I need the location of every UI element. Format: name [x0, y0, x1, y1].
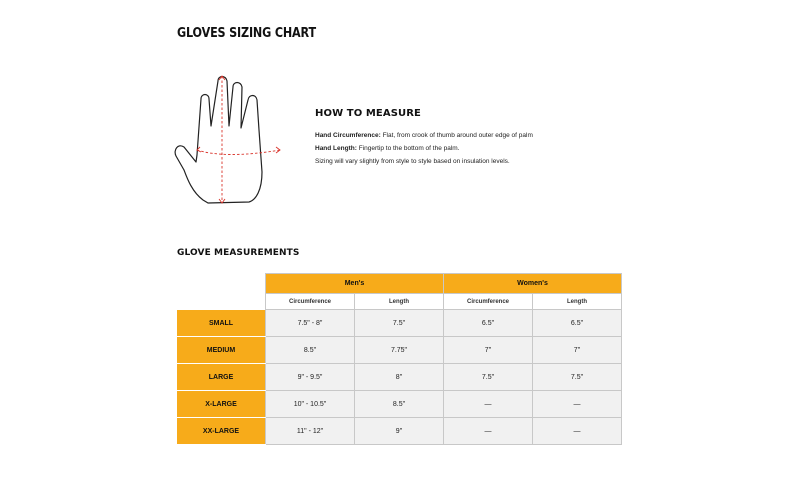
subheader-mens-length: Length [355, 294, 444, 310]
table-row [177, 391, 622, 418]
length-label: Hand Length: [315, 145, 357, 152]
subheader-row [177, 294, 622, 310]
table-cell: — [444, 391, 533, 418]
table-cell: 7.5" [444, 364, 533, 391]
length-instruction [315, 142, 635, 155]
circumference-label: Hand Circumference: [315, 132, 381, 139]
hand-illustration [170, 70, 290, 210]
how-to-measure-heading: HOW TO MEASURE [315, 108, 421, 119]
size-label: MEDIUM [177, 337, 266, 364]
table-cell: 7.5" [533, 364, 622, 391]
table-cell: — [533, 391, 622, 418]
table-corner [177, 294, 266, 310]
glove-measurements-table [177, 273, 622, 445]
size-label: X-LARGE [177, 391, 266, 418]
table-cell: — [444, 418, 533, 445]
table-cell: 8" [355, 364, 444, 391]
subheader-womens-circumference: Circumference [444, 294, 533, 310]
table-cell: 8.5" [355, 391, 444, 418]
table-cell: 7" [533, 337, 622, 364]
table-cell: — [533, 418, 622, 445]
table-cell: 10" - 10.5" [266, 391, 355, 418]
group-header-mens: Men's [266, 274, 444, 294]
circumference-text: Flat, from crook of thumb around outer edge of palm [382, 132, 533, 139]
table-cell: 9" [355, 418, 444, 445]
how-to-measure [315, 108, 635, 168]
table-cell: 9" - 9.5" [266, 364, 355, 391]
table-row [177, 310, 622, 337]
subheader-womens-length: Length [533, 294, 622, 310]
length-text: Fingertip to the bottom of the palm. [358, 145, 460, 152]
table-cell: 7.75" [355, 337, 444, 364]
subheader-mens-circumference: Circumference [266, 294, 355, 310]
table-cell: 6.5" [533, 310, 622, 337]
table-row [177, 337, 622, 364]
table-cell: 7" [444, 337, 533, 364]
group-header-womens: Women's [444, 274, 622, 294]
page-title: GLOVES SIZING CHART [177, 26, 316, 41]
table-corner [177, 274, 266, 294]
table-cell: 7.5" - 8" [266, 310, 355, 337]
table-row [177, 364, 622, 391]
group-header-row [177, 274, 622, 294]
table-cell: 6.5" [444, 310, 533, 337]
measurements-heading: GLOVE MEASUREMENTS [177, 248, 300, 258]
size-label: LARGE [177, 364, 266, 391]
table-cell: 8.5" [266, 337, 355, 364]
sizing-note: Sizing will vary slightly from style to style based on insulation levels. [315, 158, 510, 165]
size-label: XX-LARGE [177, 418, 266, 445]
table-cell: 7.5" [355, 310, 444, 337]
table-row [177, 418, 622, 445]
circumference-instruction [315, 129, 635, 142]
table-cell: 11" - 12" [266, 418, 355, 445]
size-label: SMALL [177, 310, 266, 337]
